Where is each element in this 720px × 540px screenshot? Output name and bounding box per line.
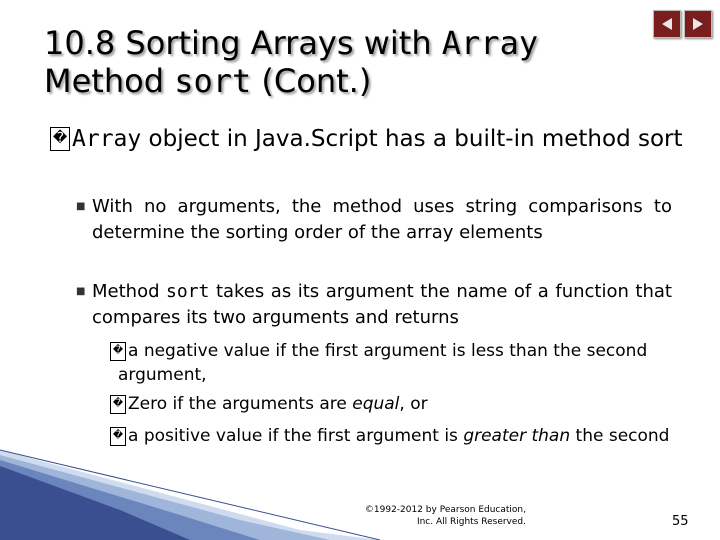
- subsub-item-text: the second: [570, 426, 670, 446]
- triangle-left-icon: [659, 16, 675, 32]
- sub-item-code: sort: [166, 281, 210, 302]
- sub-item-text: takes as its argument the name of a function that compares its two arguments and returns: [92, 281, 672, 328]
- next-slide-button[interactable]: [684, 10, 712, 38]
- sub-item: [76, 279, 672, 331]
- subsub-item-text: , or: [399, 394, 428, 414]
- title-code-array: Array: [441, 24, 539, 62]
- subsub-item: [110, 424, 672, 448]
- square-bullet-icon: ■: [76, 201, 86, 212]
- square-bullet-icon: ■: [76, 286, 86, 297]
- copyright-line-1: ©1992-2012 by Pearson Education,: [364, 505, 526, 515]
- copyright-line-2: Inc. All Rights Reserved.: [416, 517, 526, 527]
- page-number: 55: [672, 514, 689, 529]
- main-bullet: [50, 124, 700, 154]
- title-text-3: (Cont.): [251, 62, 372, 100]
- sub-item-text: Method: [92, 281, 167, 302]
- main-bullet-code: Array: [72, 126, 142, 152]
- subsub-item-text: a negative value if the first argument is less than the second argument,: [118, 341, 648, 385]
- slide-title: [44, 24, 624, 100]
- previous-slide-button[interactable]: [653, 10, 681, 38]
- title-text-1: 10.8 Sorting Arrays with: [44, 24, 442, 62]
- subsub-item: [110, 392, 672, 416]
- title-code-sort: sort: [174, 62, 252, 100]
- bullet-box-icon: �: [110, 427, 126, 446]
- subsub-item-emphasis: equal: [352, 394, 400, 414]
- subsub-item-text: a positive value if the first argument is: [128, 426, 464, 446]
- slide-navigation: [653, 10, 713, 38]
- triangle-right-icon: [690, 16, 706, 32]
- sub-item-text: With no arguments, the method uses string comparisons to determine the sorting order of the array elements: [92, 196, 672, 243]
- sub-item: [76, 194, 672, 246]
- bullet-box-icon: �: [110, 395, 126, 414]
- copyright-footer: [330, 504, 526, 528]
- subsub-item-emphasis: greater than: [463, 426, 571, 446]
- subsub-item-text: Zero if the arguments are: [128, 394, 353, 414]
- subsub-item: [110, 339, 672, 387]
- bullet-box-icon: �: [110, 342, 126, 361]
- bullet-box-icon: �: [50, 127, 70, 151]
- title-text-2: Method: [44, 62, 175, 100]
- main-bullet-text: object in Java.Script has a built-in method sort: [141, 126, 683, 152]
